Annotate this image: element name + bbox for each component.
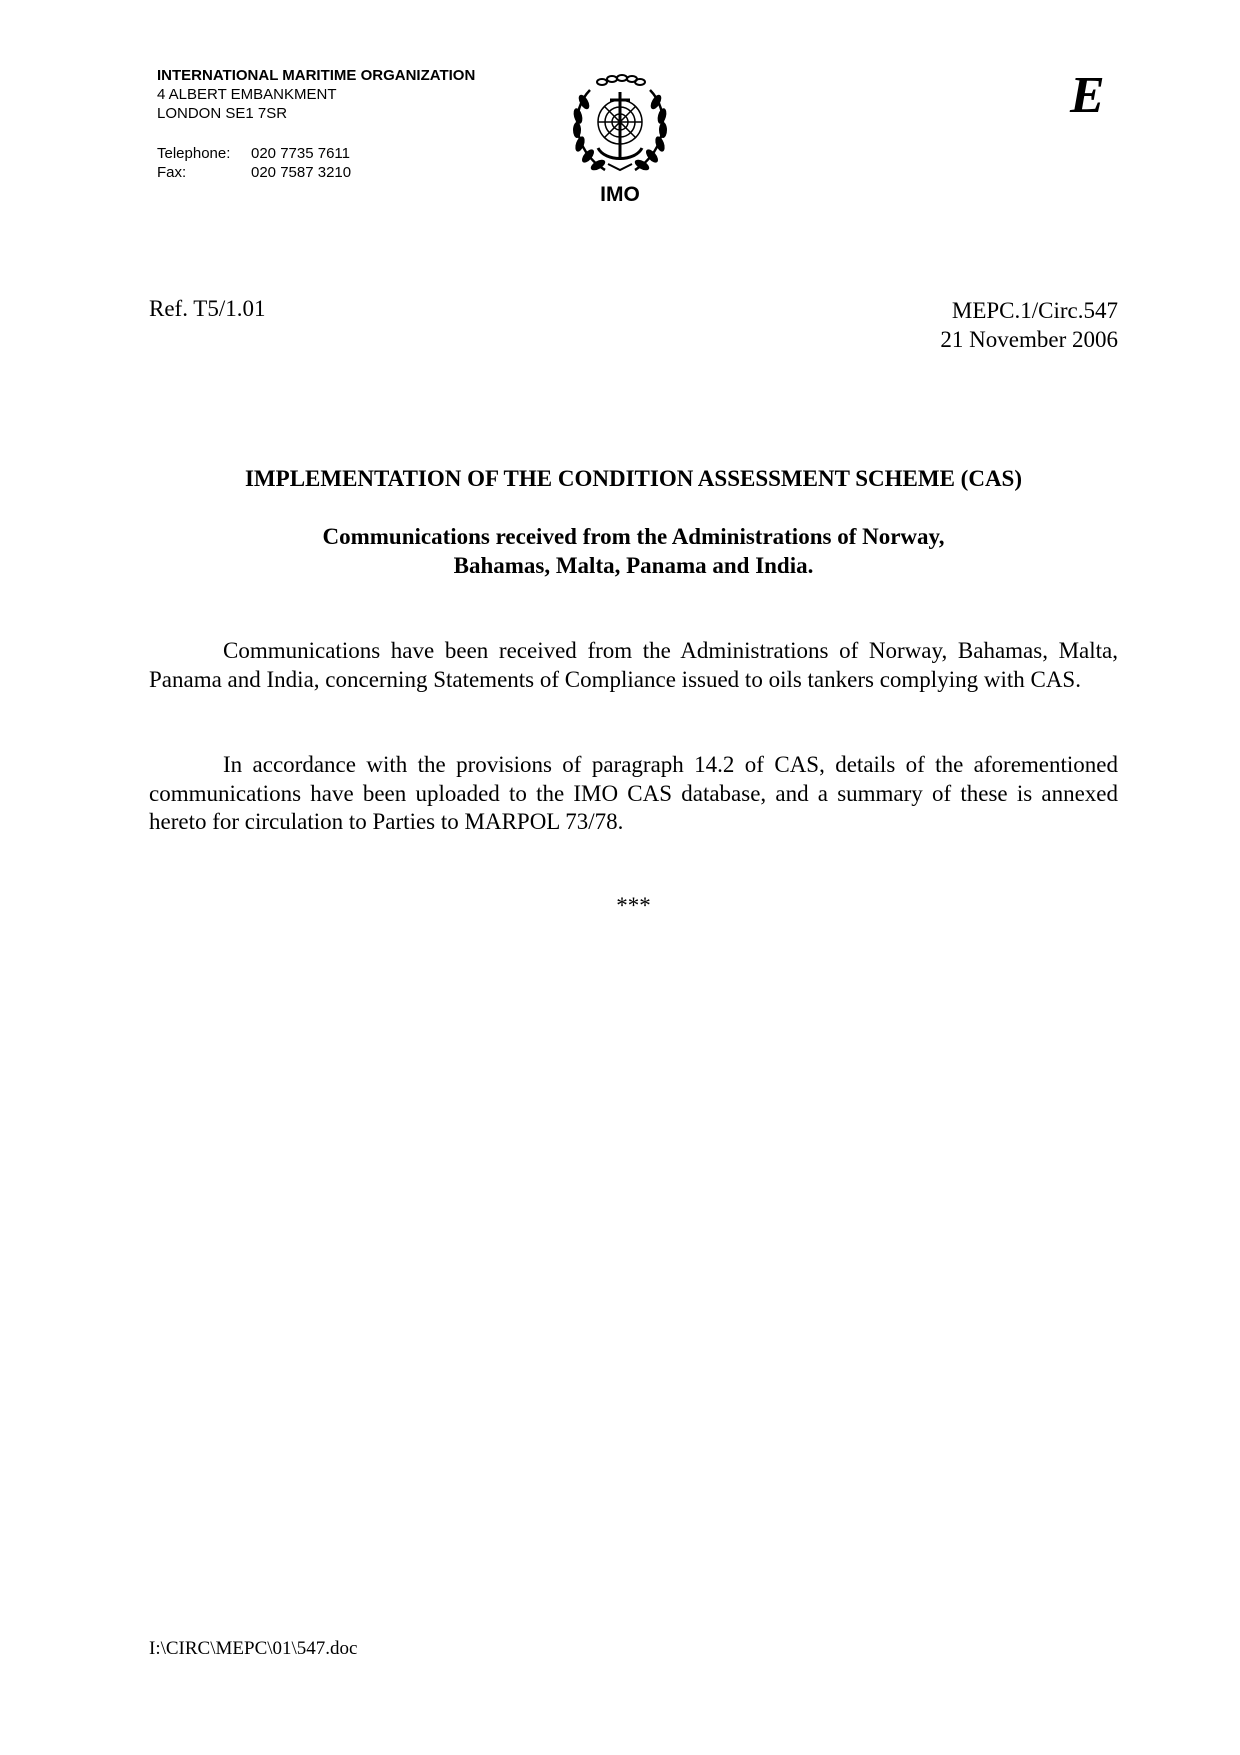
document-title: IMPLEMENTATION OF THE CONDITION ASSESSMENT SCHEME (CAS): [244, 466, 1023, 491]
subtitle-line-2: Bahamas, Malta, Panama and India.: [453, 553, 814, 578]
address-line-2: LONDON SE1 7SR: [157, 105, 288, 122]
imo-emblem-icon: [560, 70, 680, 180]
section-separator: ***: [616, 893, 651, 918]
paragraph-1: Communications have been received from the Administrations of Norway, Bahamas, Malta, Panama and India, concerning Statements of Compliance issued to oils tankers complying with CAS.: [149, 638, 1118, 692]
footer-file-path: I:\CIRC\MEPC\01\547.doc: [149, 1638, 358, 1659]
document-number: MEPC.1/Circ.547: [951, 298, 1118, 323]
document-reference: [940, 296, 1118, 354]
fax-label: Fax:: [157, 164, 187, 181]
language-indicator: E: [1070, 67, 1105, 124]
document-date: 21 November 2006: [940, 327, 1118, 352]
org-name: INTERNATIONAL MARITIME ORGANIZATION: [157, 67, 476, 84]
logo-text: IMO: [600, 183, 640, 206]
subtitle-line-1: Communications received from the Administrations of Norway,: [322, 524, 945, 549]
telephone-label: Telephone:: [157, 145, 231, 162]
fax-value: 020 7587 3210: [251, 164, 352, 181]
paragraph-2: In accordance with the provisions of paragraph 14.2 of CAS, details of the aforementioned communications have been uploaded to the IMO CAS database, and a summary of these is annexed hereto for circulation to Parties to MARPOL 73/78.: [149, 752, 1118, 834]
fax-row: [157, 163, 351, 182]
address-line-1: 4 ALBERT EMBANKMENT: [157, 86, 337, 103]
telephone-row: [157, 144, 351, 163]
contact-block: [157, 144, 351, 182]
telephone-value: 020 7735 7611: [251, 145, 350, 162]
document-subtitle: [149, 522, 1118, 580]
reference-number: Ref. T5/1.01: [149, 296, 266, 321]
org-address-block: [157, 66, 475, 123]
